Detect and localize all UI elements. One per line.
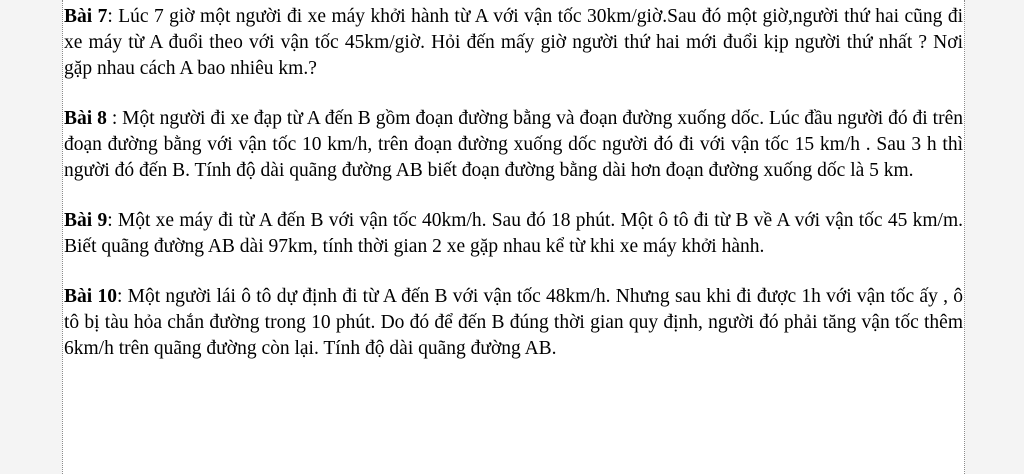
problem-7 [64,4,963,82]
right-page-margin [965,0,1024,474]
left-margin-guide [62,0,63,474]
problem-9-text: : Một xe máy đi từ A đến B với vận tốc 40km/h. Sau đó 18 phút. Một ô tô đi từ B về A với vận tốc 45 km/m. Biết quãng đường AB dài 97km, tính thời gian 2 xe gặp nhau kể từ khi xe máy khởi hành. [64,210,963,257]
problem-8-label: Bài 8 [64,108,107,129]
problem-8 [64,106,963,184]
problem-10-label: Bài 10 [64,286,117,307]
problem-9-label: Bài 9 [64,210,108,231]
problem-10 [64,284,963,362]
problem-10-text: : Một người lái ô tô dự định đi từ A đến B với vận tốc 48km/h. Nhưng sau khi đi được 1h với vận tốc ấy , ô tô bị tàu hỏa chắn đường trong 10 phút. Do đó để đến B đúng thời gian quy định, người đó phải tăng vận tốc thêm 6km/h trên quãng đường còn lại. Tính độ dài quãng đường AB. [64,286,963,359]
problem-7-text: : Lúc 7 giờ một người đi xe máy khởi hành từ A với vận tốc 30km/giờ.Sau đó một giờ,người thứ hai cũng đi xe máy từ A đuổi theo với vận tốc 45km/giờ. Hỏi đến mấy giờ người thứ hai mới đuổi kịp người thứ nhất ? Nơi gặp nhau cách A bao nhiêu km.? [64,6,963,79]
problem-9 [64,208,963,260]
document-body [64,4,963,386]
problem-7-label: Bài 7 [64,6,108,27]
right-margin-guide [964,0,965,474]
left-page-margin [0,0,62,474]
problem-8-text: : Một người đi xe đạp từ A đến B gồm đoạn đường bằng và đoạn đường xuống dốc. Lúc đầu người đó đi trên đoạn đường bằng với vận tốc 10 km/h, trên đoạn đường xuống dốc người đó đi với vận tốc 15 km/h . Sau 3 h thì người đó đến B. Tính độ dài quãng đường AB biết đoạn đường bằng dài hơn đoạn đường xuống dốc là 5 km. [64,108,963,181]
